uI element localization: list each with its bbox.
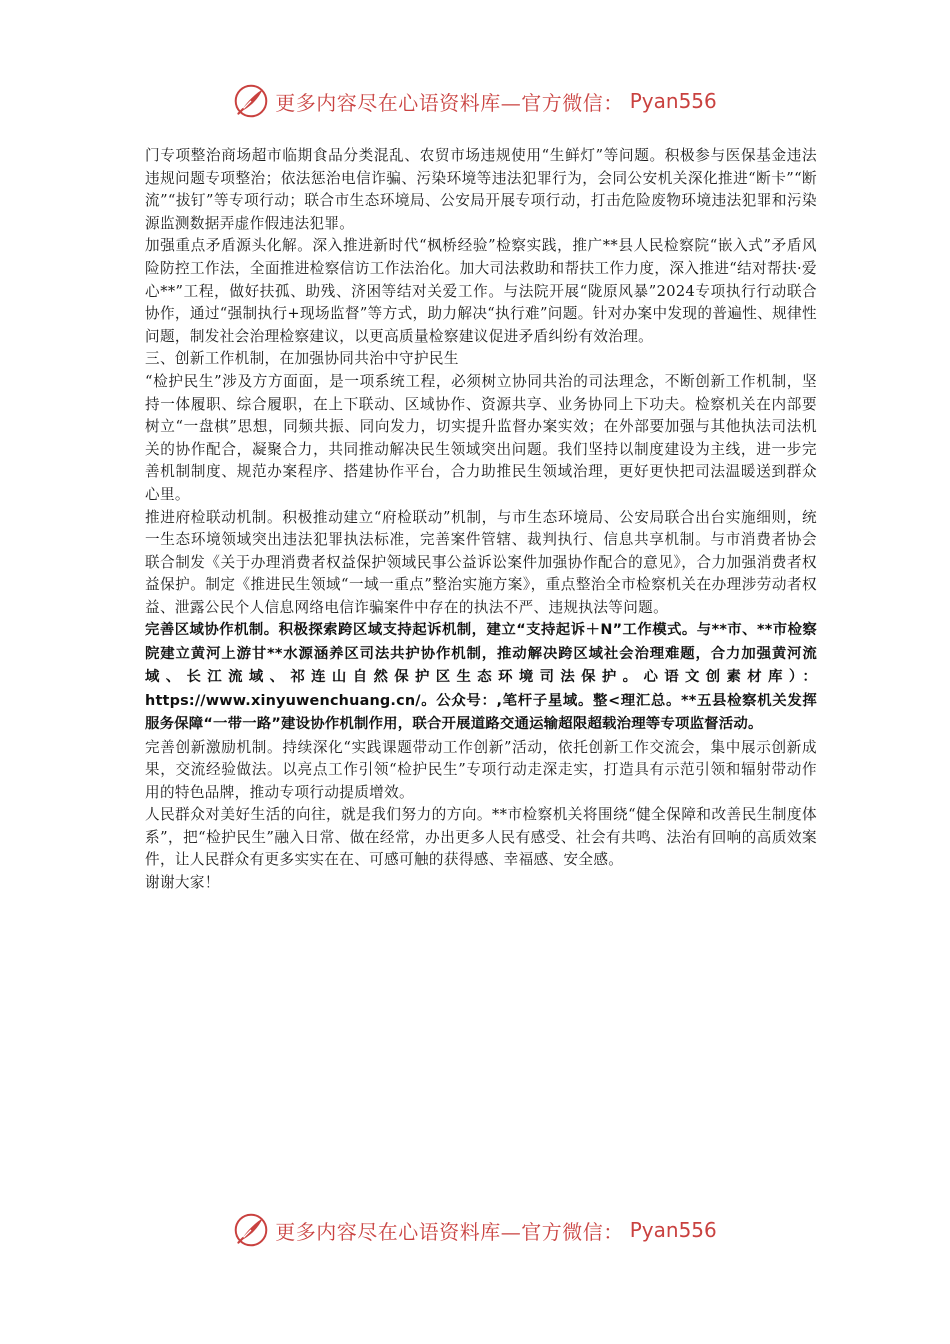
paragraph-6-bold: 完善区域协作机制。积极探索跨区域支持起诉机制，建立“支持起诉＋N”工作模式。与**市、**市检察院建立黄河上游甘**水源涵养区司法共护协作机制，推动解决跨区域社会治理难题，合力加强黄河流域、长江流域、祁连山自然保护区生态环境司法保护。心语文创素材库）：https://www.xinyuwenchuang.cn/。公众号：,笔杆子星域。整<理汇总。**五县检察机关发挥服务保障“一带一路”建设协作机制作用，联合开展道路交通运输超限超载治理等专项监督活动。 — [145, 622, 817, 733]
header-banner — [0, 78, 950, 124]
paragraph-5: 推进府检联动机制。积极推动建立“府检联动”机制，与市生态环境局、公安局联合出台实施细则，统一生态环境领域突出违法犯罪执法标准，完善案件管辖、裁判执行、信息共享机制。与市消费者协会联合制发《关于办理消费者权益保护领域民事公益诉讼案件加强协作配合的意见》，合力加强消费者权益保护。制定《推进民生领域“一域一重点”整治实施方案》，重点整治全市检察机关在办理涉劳动者权益、泄露公民个人信息网络电信诈骗案件中存在的执法不严、违规执法等问题。 — [145, 508, 817, 616]
header-banner-text: 更多内容尽在心语资料库—官方微信： — [275, 90, 624, 115]
footer-banner-content — [233, 1212, 717, 1248]
footer-wechat-id: Pyan556 — [629, 1218, 717, 1242]
paragraph-1: 门专项整治商场超市临期食品分类混乱、农贸市场违规使用“生鲜灯”等问题。积极参与医保基金违法违规问题专项整治；依法惩治电信诈骗、污染环境等违法犯罪行为，会同公安机关深化推进“断卡”“断流”“拔钉”等专项行动；联合市生态环境局、公安局开展专项行动，打击危险废物环境违法犯罪和污染源监测数据弄虚作假违法犯罪。 — [145, 147, 817, 232]
footer-banner — [0, 1207, 950, 1253]
quill-pen-logo-icon — [233, 1212, 269, 1248]
paragraph-2: 加强重点矛盾源头化解。深入推进新时代“枫桥经验”检察实践，推广**县人民检察院“嵌入式”矛盾风险防控工作法，全面推进检察信访工作法治化。加大司法救助和帮扶工作力度，深入推进“结对帮扶·爱心**”工程，做好扶孤、助残、济困等结对关爱工作。与法院开展“陇原风暴”2024专项执行行动联合协作，通过“强制执行+现场监督”等方式，助力解决“执行难”问题。针对办案中发现的普遍性、规律性问题，制发社会治理检察建议，以更高质量检察建议促进矛盾纠纷有效治理。 — [145, 237, 817, 345]
document-body — [145, 145, 817, 895]
paragraph-7: 完善创新激励机制。持续深化“实践课题带动工作创新”活动，依托创新工作交流会，集中展示创新成果，交流经验做法。以亮点工作引领“检护民生”专项行动走深走实，打造具有示范引领和辐射带动作用的特色品牌，推动专项行动提质增效。 — [145, 738, 817, 801]
footer-banner-text: 更多内容尽在心语资料库—官方微信： — [275, 1219, 624, 1244]
section-heading-3: 三、创新工作机制，在加强协同共治中守护民生 — [145, 350, 459, 368]
paragraph-8: 人民群众对美好生活的向往，就是我们努力的方向。**市检察机关将围绕“健全保障和改善民生制度体系”，把“检护民生”融入日常、做在经常，办出更多人民有感受、社会有共鸣、法治有回响的高质效案件，让人民群众有更多实实在在、可感可触的获得感、幸福感、安全感。 — [145, 806, 817, 869]
header-wechat-id: Pyan556 — [629, 89, 717, 113]
paragraph-4: “检护民生”涉及方方面面，是一项系统工程，必须树立协同共治的司法理念，不断创新工作机制，坚持一体履职、综合履职，在上下联动、区域协作、资源共享、业务协同上下功夫。检察机关在内部要树立“一盘棋”思想，同频共振、同向发力，切实提升监督办案实效；在外部要加强与其他执法司法机关的协作配合，凝聚合力，共同推动解决民生领域突出问题。我们坚持以制度建设为主线，进一步完善机制制度、规范办案程序、搭建协作平台，合力助推民生领域治理，更好更快把司法温暖送到群众心里。 — [145, 372, 817, 503]
closing-line: 谢谢大家！ — [145, 874, 220, 892]
header-banner-content — [233, 83, 717, 119]
quill-pen-logo-icon — [233, 83, 269, 119]
